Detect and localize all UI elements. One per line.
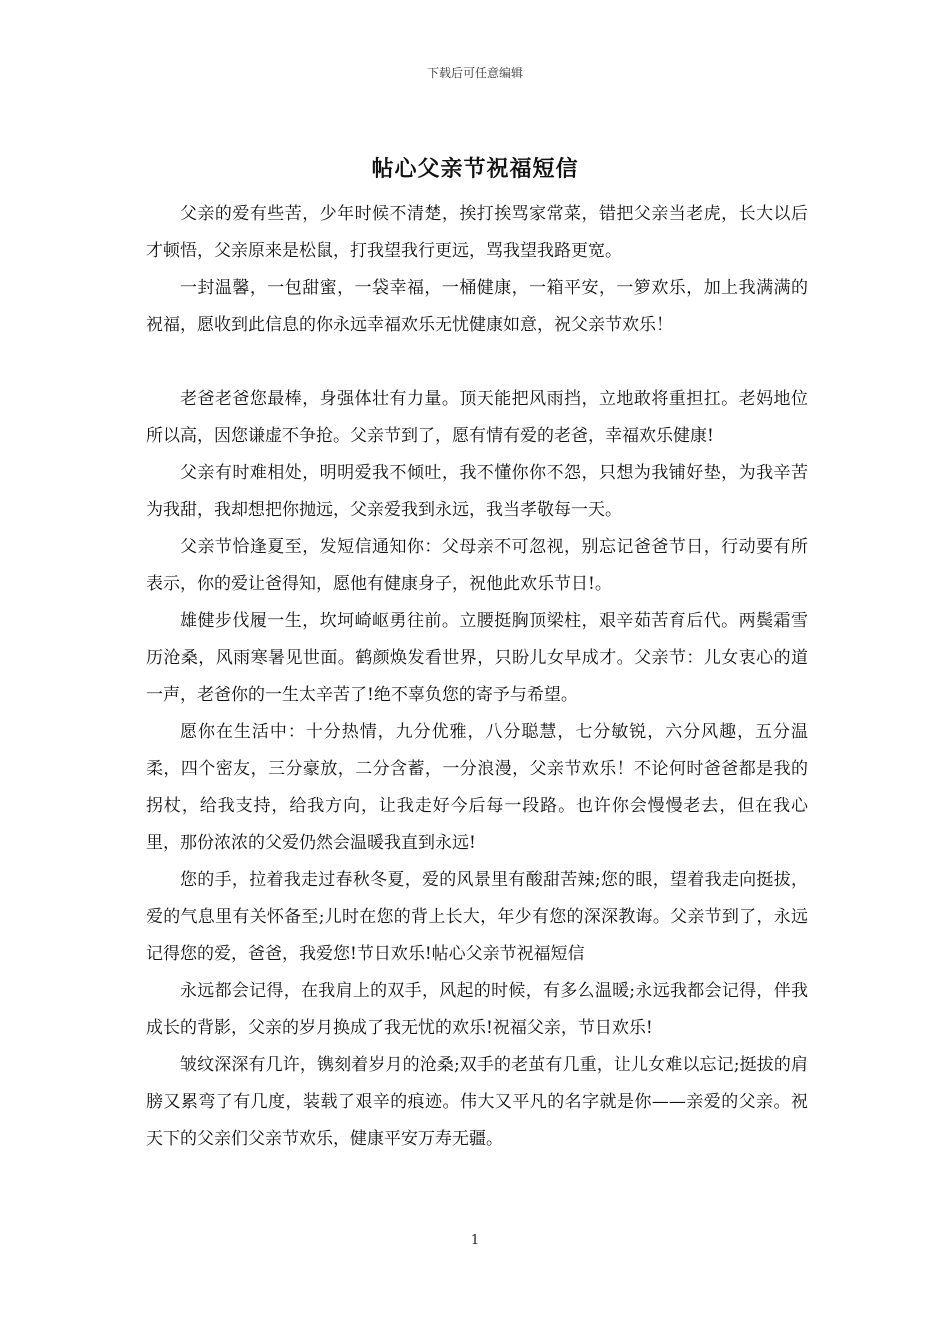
- paragraph: 永远都会记得，在我肩上的双手，风起的时候，有多么温暖;永远我都会记得，伴我成长的背影，父亲的岁月换成了我无忧的欢乐!祝福父亲，节日欢乐!: [146, 981, 808, 1038]
- paragraph: 雄健步伐履一生，坎坷崎岖勇往前。立腰挺胸顶梁柱，艰辛茹苦育后代。两鬓霜雪历沧桑，风雨寒暑见世面。鹤颜焕发看世界，只盼儿女早成才。父亲节：儿女衷心的道一声，老爸你的一生太辛苦了!绝不辜负您的寄予与希望。: [146, 611, 808, 705]
- page-number: 1: [470, 1233, 480, 1248]
- document-body: [146, 196, 808, 1158]
- paragraph: 父亲节恰逢夏至，发短信通知你：父母亲不可忽视，别忘记爸爸节日，行动要有所表示，你的爱让爸得知，愿他有健康身子，祝他此欢乐节日!。: [146, 537, 808, 594]
- document-title: 帖心父亲节祝福短信: [371, 156, 579, 182]
- paragraph: 您的手，拉着我走过春秋冬夏，爱的风景里有酸甜苦辣;您的眼，望着我走向挺拔，爱的气息里有关怀备至;儿时在您的背上长大，年少有您的深深教诲。父亲节到了，永远记得您的爱，爸爸，我爱您!节日欢乐!帖心父亲节祝福短信: [146, 870, 808, 964]
- paragraph: 父亲有时难相处，明明爱我不倾吐，我不懂你你不怨，只想为我铺好垫，为我辛苦为我甜，我却想把你抛远，父亲爱我到永远，我当孝敬每一天。: [146, 463, 808, 520]
- paragraph: 一封温馨，一包甜蜜，一袋幸福，一桶健康，一箱平安，一箩欢乐，加上我满满的祝福，愿收到此信息的你永远幸福欢乐无忧健康如意，祝父亲节欢乐！: [146, 278, 808, 335]
- paragraph: 愿你在生活中：十分热情，九分优雅，八分聪慧，七分敏锐，六分风趣，五分温柔，四个密友，三分豪放，二分含蓄，一分浪漫，父亲节欢乐！不论何时爸爸都是我的拐杖，给我支持，给我方向，让我走好今后每一段路。也许你会慢慢老去，但在我心里，那份浓浓的父爱仍然会温暖我直到永远!: [146, 722, 808, 853]
- page-header: 下载后可任意编辑: [426, 66, 523, 80]
- paragraph: 老爸老爸您最棒，身强体壮有力量。顶天能把风雨挡，立地敢将重担扛。老妈地位所以高，因您谦虚不争抢。父亲节到了，愿有情有爱的老爸，幸福欢乐健康!: [146, 389, 808, 446]
- paragraph: 父亲的爱有些苦，少年时候不清楚，挨打挨骂家常菜，错把父亲当老虎，长大以后才顿悟，父亲原来是松鼠，打我望我行更远，骂我望我路更宽。: [146, 204, 808, 261]
- paragraph: 皱纹深深有几许，镌刻着岁月的沧桑;双手的老茧有几重，让儿女难以忘记;挺拔的肩膀又累弯了有几度，装载了艰辛的痕迹。伟大又平凡的名字就是你——亲爱的父亲。祝天下的父亲们父亲节欢乐，健康平安万寿无疆。: [146, 1055, 808, 1149]
